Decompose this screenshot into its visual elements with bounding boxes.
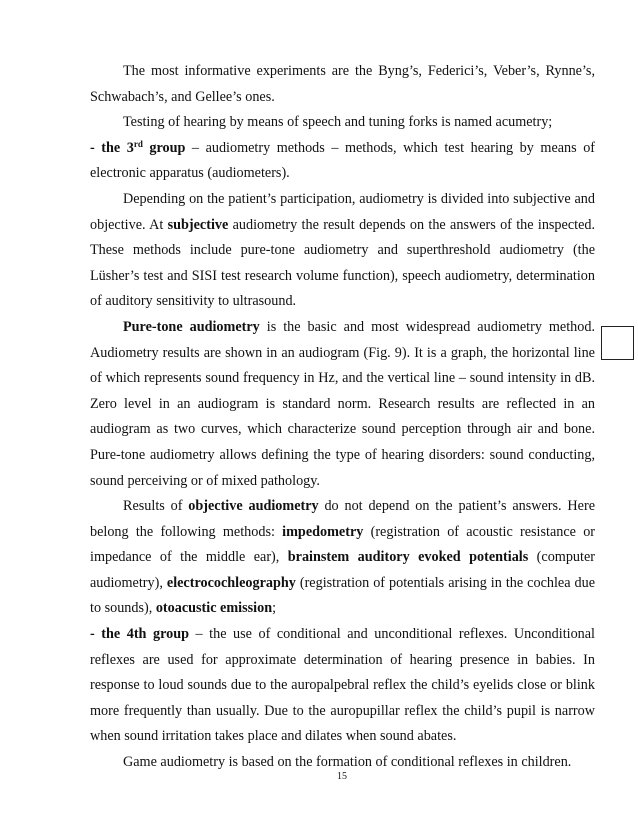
- paragraph-subjective: Depending on the patient’s participation, audiometry is divided into subjective and objective. At subjective audiometry the result depends on the answers of the inspected. These methods include pure-tone audiometry and superthreshold audiometry (the Lüsher’s test and SISI test research volume function), speech audiometry, determination of auditory sensitivity to ultrasound.: [90, 190, 596, 310]
- paragraph-fourth-group: - the 4th group – the use of conditional and unconditional reflexes. Unconditional reflexes are used for approximate determination of hearing presence in babies. In response to loud sounds due to the auropalpebral reflex the child’s eyelids close or blink more frequently than usually. Due to the auropupillar reflex the child’s pupil is narrow when sound irritation takes place and dilates when sound abates.: [90, 626, 596, 745]
- paragraph-game-audiometry: Game audiometry is based on the formation of conditional reflexes in children.: [123, 754, 572, 771]
- paragraph-third-group: - the 3rd group – audiometry methods – methods, which test hearing by means of electronic apparatus (audiometers).: [90, 138, 596, 182]
- paragraph-experiments: The most informative experiments are the Byng’s, Federici’s, Veber’s, Rynne’s, Schwabach’s, and Gellee’s ones.: [90, 63, 595, 105]
- paragraph-pure-tone: Pure-tone audiometry is the basic and most widespread audiometry method. Audiometry results are shown in an audiogram (Fig. 9). It is a graph, the horizontal line of which represents sound frequency in Hz, and the vertical line – sound intensity in dB. Zero level in an audiogram is standard norm. Research results are reflected in an audiogram as two curves, which characterize sound perception through air and bone. Pure-tone audiometry allows defining the type of hearing disorders: sound conducting, sound perceiving or of mixed pathology.: [90, 318, 595, 489]
- ordinal-suffix: rd: [133, 138, 143, 149]
- paragraph-acumetry: Testing of hearing by means of speech and tuning forks is named acumetry;: [123, 114, 553, 131]
- term-otoacustic-emission: otoacustic emission: [155, 600, 273, 617]
- term-impedometry: impedometry: [282, 523, 364, 540]
- margin-box: [601, 326, 634, 360]
- page-number: 15: [337, 771, 347, 782]
- term-pure-tone-audiometry: Pure-tone audiometry: [123, 318, 260, 335]
- term-subjective: subjective: [167, 216, 229, 233]
- paragraph-objective: Results of objective audiometry do not depend on the patient’s answers. Here belong the following methods: impedometry (registration of acoustic resistance or impedance of the middle ear), brainstem auditory evoked potentials (computer audiometry), electrocochleography (registration of potentials arising in the cochlea due to sounds), otoacustic emission;: [90, 498, 596, 617]
- fourth-group-label: - the 4th group: [90, 626, 189, 643]
- third-group-label: - the 3rd group: [90, 138, 186, 156]
- term-electrocochleography: electrocochleography: [166, 574, 296, 591]
- term-brainstem-potentials: brainstem auditory evoked potentials: [287, 549, 529, 566]
- body-text: [90, 59, 595, 776]
- term-objective-audiometry: objective audiometry: [188, 498, 319, 515]
